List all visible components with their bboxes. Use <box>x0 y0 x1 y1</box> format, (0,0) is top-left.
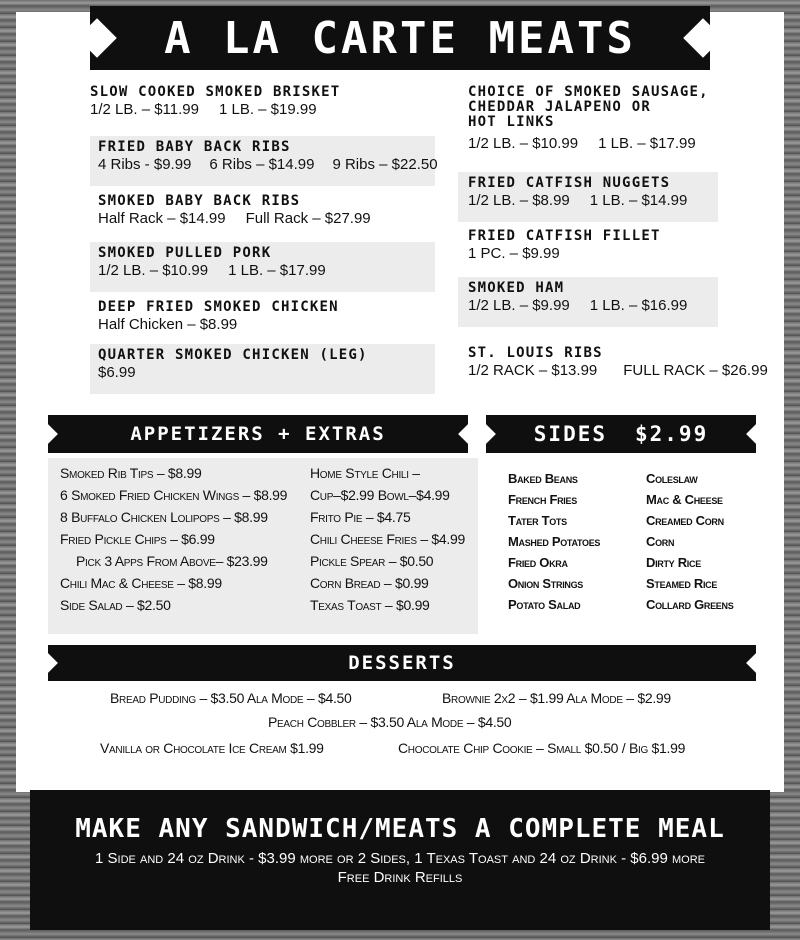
price: 1/2 LB. – $8.99 <box>468 192 570 209</box>
side-item: Mashed Potatoes <box>508 534 601 549</box>
footer-offer: 1 Side and 24 oz Drink - $3.99 more or 2 Sides, 1 Texas Toast and 24 oz Drink - $6.99 more <box>95 850 705 867</box>
side-item: French Fries <box>508 492 577 507</box>
price-line <box>468 134 768 153</box>
side-item: Creamed Corn <box>646 513 724 528</box>
meat-fried-baby-back-ribs <box>90 136 438 186</box>
side-item: Corn <box>646 534 675 549</box>
side-item: Fried Okra <box>508 555 568 570</box>
price: 1 LB. – $17.99 <box>228 262 326 279</box>
item-name: SMOKED PULLED PORK <box>98 245 272 261</box>
price: Half Chicken – $8.99 <box>98 316 238 333</box>
item-name-line: CHEDDAR JALAPENO OR <box>468 99 651 115</box>
side-item: Tater Tots <box>508 513 567 528</box>
sides-banner <box>486 415 756 453</box>
side-item: Mac & Cheese <box>646 492 723 507</box>
item-name: DEEP FRIED SMOKED CHICKEN <box>98 299 339 315</box>
price-line <box>468 244 728 263</box>
dessert-item: Peach Cobbler – $3.50 Ala Mode – $4.50 <box>268 714 512 730</box>
desserts-heading: DESSERTS <box>348 652 456 674</box>
side-item: Collard Greens <box>646 597 734 612</box>
side-item: Potato Salad <box>508 597 581 612</box>
appetizer-item: Texas Toast – $0.99 <box>310 597 430 613</box>
appetizer-item: Home Style Chili – <box>310 465 420 481</box>
appetizer-item: Smoked Rib Tips – $8.99 <box>60 465 202 481</box>
price: Full Rack – $27.99 <box>245 210 371 227</box>
price-line <box>98 363 435 382</box>
menu-title: A LA CARTE MEATS <box>164 12 636 64</box>
meat-deep-fried-chicken <box>98 300 438 334</box>
item-name-line: HOT LINKS <box>468 114 555 130</box>
meat-st-louis-ribs <box>468 345 768 380</box>
price: 1 LB. – $14.99 <box>589 192 688 209</box>
appetizer-item: Chili Mac & Cheese – $8.99 <box>60 575 222 591</box>
price-line <box>468 191 718 210</box>
price: 1/2 LB. – $9.99 <box>468 297 570 314</box>
price-line <box>98 315 438 334</box>
side-item: Dirty Rice <box>646 555 701 570</box>
side-item: Coleslaw <box>646 471 698 486</box>
item-name-line: CHOICE OF SMOKED SAUSAGE, <box>468 84 709 100</box>
dessert-item: Chocolate Chip Cookie – Small $0.50 / Big $1.99 <box>398 740 686 756</box>
side-item: Steamed Rice <box>646 576 718 591</box>
appetizer-item: Side Salad – $2.50 <box>60 597 171 613</box>
price-line <box>90 100 435 119</box>
price: 9 Ribs – $22.50 <box>332 156 438 173</box>
meat-smoked-baby-back-ribs <box>98 194 438 228</box>
appetizer-item: Frito Pie – $4.75 <box>310 509 411 525</box>
item-name: FRIED CATFISH NUGGETS <box>468 175 671 191</box>
appetizer-item: Pickle Spear – $0.50 <box>310 553 434 569</box>
meat-pulled-pork <box>90 242 435 292</box>
side-item: Baked Beans <box>508 471 578 486</box>
item-name: SLOW COOKED SMOKED BRISKET <box>90 84 341 100</box>
sides-col1 <box>508 468 643 615</box>
appetizers-col2 <box>310 462 475 616</box>
item-name: FRIED BABY BACK RIBS <box>98 139 291 155</box>
appetizers-col1 <box>60 462 300 616</box>
desserts-banner <box>48 645 756 681</box>
dessert-item: Vanilla or Chocolate Ice Cream $1.99 <box>100 740 324 756</box>
appetizer-item: Pick 3 Apps From Above– $23.99 <box>76 553 268 569</box>
complete-meal-footer <box>30 790 770 930</box>
footer-refills: Free Drink Refills <box>337 869 463 886</box>
meat-smoked-ham <box>458 277 718 327</box>
price: 1 LB. – $16.99 <box>589 297 688 314</box>
price: $6.99 <box>98 364 136 381</box>
price: 1/2 LB. – $10.99 <box>98 262 209 279</box>
appetizer-item: 6 Smoked Fried Chicken Wings – $8.99 <box>60 487 288 503</box>
meat-brisket <box>90 85 435 119</box>
price-line <box>468 296 718 315</box>
appetizer-item: Cup–$2.99 Bowl–$4.99 <box>310 487 450 503</box>
sides-heading: SIDES <box>533 422 607 446</box>
price-line <box>98 209 438 228</box>
meat-catfish-nuggets <box>458 172 718 222</box>
side-item: Onion Strings <box>508 576 583 591</box>
price: 1 PC. – $9.99 <box>468 245 560 262</box>
price-line <box>98 261 435 280</box>
item-name: ST. LOUIS RIBS <box>468 345 603 361</box>
price: 1/2 LB. – $11.99 <box>90 101 199 118</box>
price: 4 Ribs - $9.99 <box>98 156 192 173</box>
appetizers-banner <box>48 415 468 453</box>
dessert-item: Bread Pudding – $3.50 Ala Mode – $4.50 <box>110 690 352 706</box>
meat-catfish-fillet <box>468 229 728 263</box>
appetizer-item: Chili Cheese Fries – $4.99 <box>310 531 465 547</box>
price: 1 LB. – $19.99 <box>218 101 317 118</box>
appetizer-item: 8 Buffalo Chicken Lolipops – $8.99 <box>60 509 268 525</box>
dessert-item: Brownie 2x2 – $1.99 Ala Mode – $2.99 <box>442 690 671 706</box>
appetizers-heading: APPETIZERS + EXTRAS <box>130 423 386 445</box>
price: 6 Ribs – $14.99 <box>209 156 315 173</box>
price: 1 LB. – $17.99 <box>598 135 696 152</box>
sides-col2 <box>646 468 776 615</box>
meat-quarter-chicken <box>90 344 435 394</box>
sides-price: $2.99 <box>635 422 709 446</box>
item-name: QUARTER SMOKED CHICKEN (LEG) <box>98 347 368 363</box>
meat-smoked-sausage <box>468 85 768 153</box>
title-banner <box>90 6 710 70</box>
item-name: SMOKED HAM <box>468 280 565 296</box>
price: 1/2 LB. – $10.99 <box>468 135 579 152</box>
appetizer-item: Corn Bread – $0.99 <box>310 575 429 591</box>
item-name: SMOKED BABY BACK RIBS <box>98 193 301 209</box>
price-line <box>468 361 768 380</box>
item-name: FRIED CATFISH FILLET <box>468 228 661 244</box>
price: 1/2 RACK – $13.99 <box>468 362 598 379</box>
appetizer-item: Fried Pickle Chips – $6.99 <box>60 531 215 547</box>
footer-headline: MAKE ANY SANDWICH/MEATS A COMPLETE MEAL <box>75 814 725 844</box>
price: Half Rack – $14.99 <box>98 210 226 227</box>
price-line <box>98 155 438 174</box>
price: FULL RACK – $26.99 <box>623 362 768 379</box>
